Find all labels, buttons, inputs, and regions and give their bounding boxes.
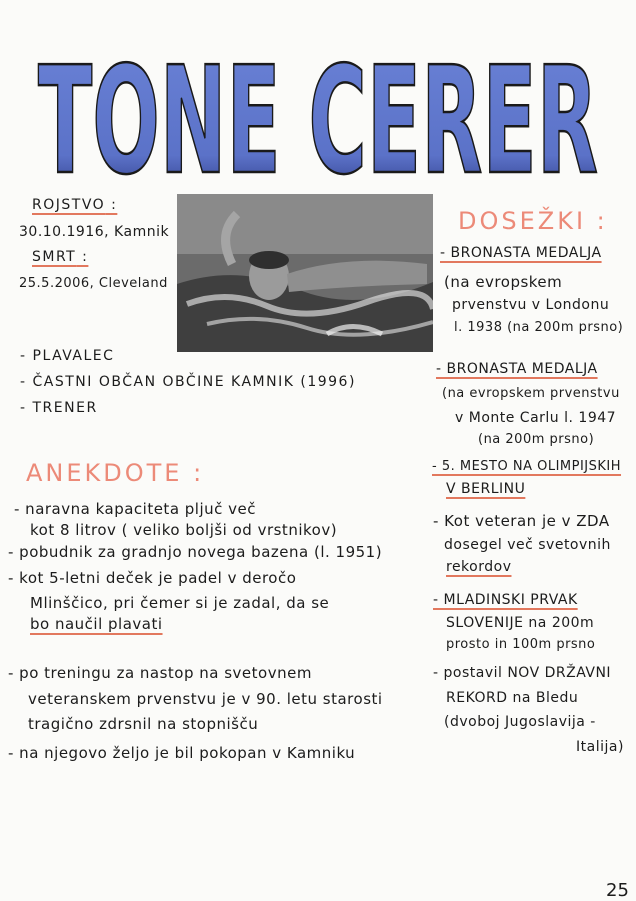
death-value: 25.5.2006, Cleveland: [19, 276, 168, 291]
anecdote-line-10: - na njegovo željo je bil pokopan v Kamniku: [8, 744, 356, 762]
achievement-line-3: prvenstvu v Londonu: [452, 297, 610, 313]
role-coach: - TRENER: [20, 400, 98, 416]
achievement-line-19: (dvoboj Jugoslavija -: [444, 714, 596, 730]
birth-value: 30.10.1916, Kamnik: [19, 224, 170, 240]
achievement-line-1: - BRONASTA MEDALJA: [440, 245, 602, 261]
achievement-line-13: rekordov: [446, 559, 512, 575]
role-swimmer: - PLAVALEC: [20, 348, 115, 364]
achievement-line-10: V BERLINU: [446, 481, 526, 497]
achievement-line-5: - BRONASTA MEDALJA: [436, 361, 598, 377]
achievement-line-14: - MLADINSKI PRVAK: [433, 592, 578, 608]
anecdote-line-8: veteranskem prvenstvu je v 90. letu starosti: [28, 690, 383, 708]
achievement-line-6: (na evropskem prvenstvu: [442, 386, 620, 401]
achievement-line-15: SLOVENIJE na 200m: [446, 615, 595, 631]
birth-label: ROJSTVO :: [32, 197, 118, 213]
page-title: [0, 0, 636, 190]
anecdote-line-3: - pobudnik za gradnjo novega bazena (l. 1951): [8, 543, 383, 561]
anecdote-line-4: - kot 5-letni deček je padel v deročo: [8, 569, 297, 587]
achievement-line-2: (na evropskem: [444, 273, 563, 291]
death-label: SMRT :: [32, 249, 89, 265]
anecdote-line-2: kot 8 litrov ( veliko boljši od vrstnikov): [30, 521, 338, 539]
anecdote-line-5: Mlinščico, pri čemer si je zadal, da se: [30, 594, 330, 612]
title-text: TONE CERER: [38, 35, 598, 190]
role-honorary-citizen: - ČASTNI OBČAN OBČINE KAMNIK (1996): [20, 374, 356, 390]
achievement-line-11: - Kot veteran je v ZDA: [433, 512, 610, 530]
achievement-line-18: REKORD na Bledu: [446, 690, 579, 706]
achievements-heading: DOSEŽKI :: [458, 207, 608, 235]
achievement-line-20: Italija): [576, 739, 624, 755]
anecdote-line-1: - naravna kapaciteta pljuč več: [14, 500, 257, 518]
achievement-line-17: - postavil NOV DRŽAVNI: [433, 665, 612, 681]
anecdote-line-7: - po treningu za nastop na svetovnem: [8, 664, 312, 682]
achievement-line-16: prosto in 100m prsno: [446, 637, 596, 652]
page-number: 25: [606, 880, 629, 901]
anecdote-line-9: tragično zdrsnil na stopnišču: [28, 715, 259, 733]
anecdote-line-6: bo naučil plavati: [30, 615, 163, 633]
achievement-line-7: v Monte Carlu l. 1947: [455, 410, 617, 426]
achievement-line-9: - 5. MESTO NA OLIMPIJSKIH: [432, 459, 622, 474]
swimmer-photo: [177, 194, 433, 352]
anecdotes-heading: ANEKDOTE :: [26, 459, 205, 487]
achievement-line-4: l. 1938 (na 200m prsno): [454, 320, 624, 335]
achievement-line-12: dosegel več svetovnih: [444, 537, 611, 553]
achievement-line-8: (na 200m prsno): [478, 432, 595, 447]
